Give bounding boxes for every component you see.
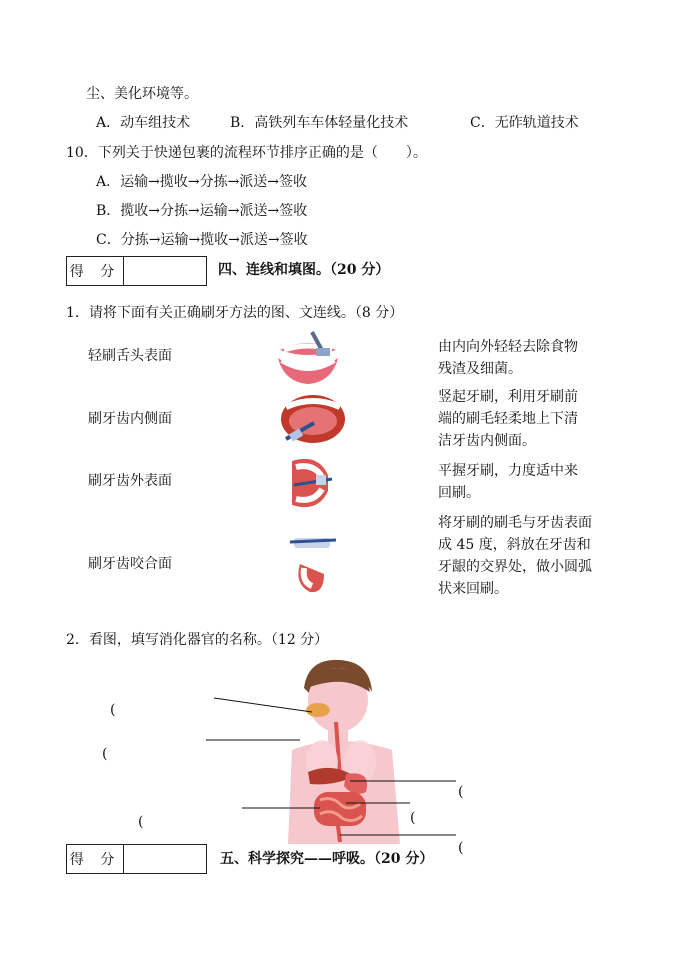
q9-option-c: C．无砟轨道技术 (470, 115, 579, 131)
answer-paren-4[interactable]: ( (410, 810, 416, 826)
left-item-inner: 刷牙齿内侧面 (88, 411, 172, 427)
q10-option-a: A．运输→揽收→分拣→派送→签收 (96, 174, 308, 190)
score-label: 得 分 (67, 845, 124, 873)
answer-paren-3[interactable]: ( (458, 784, 464, 800)
answer-paren-6[interactable]: ( (458, 840, 464, 856)
right-item-3: 平握牙刷，力度适中来回刷。 (438, 463, 578, 501)
right-item-2: 竖起牙刷，利用牙刷前端的刷毛轻柔地上下清洁牙齿内侧面。 (438, 389, 578, 449)
left-item-tongue: 轻刷舌头表面 (88, 348, 172, 364)
q9-option-b: B．高铁列车车体轻量化技术 (230, 115, 409, 131)
q4-2-stem: 2．看图，填写消化器官的名称。（12 分） (66, 632, 329, 648)
q10-option-c: C．分拣→运输→揽收→派送→签收 (96, 232, 308, 248)
left-item-chewing: 刷牙齿咬合面 (88, 556, 172, 572)
q10-stem: 10．下列关于快递包裹的流程环节排序正确的是（ ）。 (66, 145, 427, 161)
right-item-4: 将牙刷的刷毛与牙齿表面成 45 度，斜放在牙齿和牙龈的交界处，做小圆弧状来回刷。 (438, 515, 592, 597)
q9-stem-tail: 尘、美化环境等。 (86, 86, 198, 102)
right-item-1: 由内向外轻轻去除食物残渣及细菌。 (438, 339, 578, 377)
answer-paren-1[interactable]: ( (110, 702, 116, 718)
answer-paren-2[interactable]: ( (102, 746, 108, 762)
q4-1-stem: 1．请将下面有关正确刷牙方法的图、文连线。（8 分） (66, 305, 404, 321)
left-item-outer: 刷牙齿外表面 (88, 473, 172, 489)
section4-title: 四、连线和填图。（20 分） (218, 262, 390, 278)
q9-option-a: A．动车组技术 (96, 115, 191, 131)
score-label: 得 分 (67, 257, 124, 285)
score-box-section5 (66, 844, 207, 874)
score-blank[interactable] (124, 845, 206, 873)
q10-option-b: B．揽收→分拣→运输→派送→签收 (96, 203, 308, 219)
section5-title: 五、科学探究——呼吸。（20 分） (220, 851, 434, 867)
answer-paren-5[interactable]: ( (138, 814, 144, 830)
